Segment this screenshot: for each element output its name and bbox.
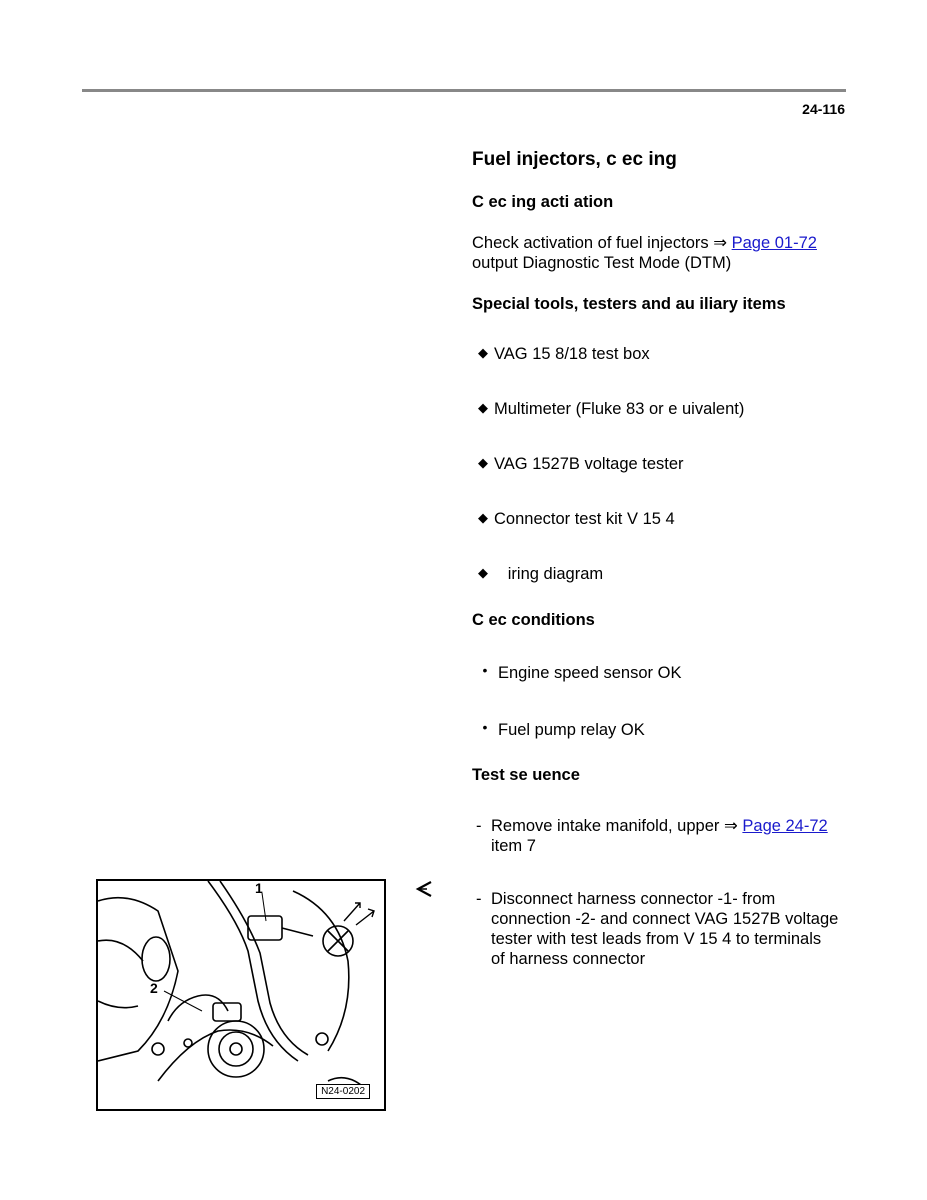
- step1-arrow-icon: ⇒: [723, 817, 738, 835]
- diamond-bullet-icon: ◆: [478, 455, 488, 470]
- intro-text: Check activation of fuel injectors: [472, 234, 714, 252]
- bullet-dot-icon: •: [482, 719, 488, 735]
- section-subtitle: C ec ing acti ation: [472, 193, 614, 211]
- intro-page-link[interactable]: Page 01-72: [731, 234, 817, 252]
- tool-item: ◆ Connector test kit V 15 4: [472, 510, 675, 529]
- intro-arrow-icon: ⇒: [713, 234, 728, 252]
- tool-item: ◆ iring diagram: [472, 565, 603, 584]
- tools-heading: Special tools, testers and au iliary items: [472, 295, 786, 313]
- harness-connector-figure: [96, 879, 386, 1111]
- figure-pointer-icon: [414, 880, 434, 898]
- condition-item: • Fuel pump relay OK: [472, 719, 645, 740]
- header-rule: [82, 89, 846, 92]
- step1-text: Remove intake manifold, upper: [491, 817, 724, 835]
- diamond-bullet-icon: ◆: [478, 510, 488, 525]
- tool-item: ◆ Multimeter (Fluke 83 or e uivalent): [472, 400, 744, 419]
- bullet-dot-icon: •: [482, 662, 488, 678]
- sequence-heading: Test se uence: [472, 766, 580, 784]
- tool-item: ◆ VAG 1527B voltage tester: [472, 455, 684, 474]
- step1-line-2: item 7: [491, 837, 536, 855]
- conditions-heading: C ec conditions: [472, 611, 595, 629]
- sequence-step-2: - Disconnect harness connector -1- from connection -2- and connect VAG 1527B voltage tester with test leads from V 15 4 to terminals of harness connector: [476, 890, 839, 968]
- callout-1: 1: [255, 881, 263, 896]
- sequence-step-1: - Remove intake manifold, upper ⇒ Page 24-72 item 7: [472, 816, 846, 856]
- diamond-bullet-icon: ◆: [478, 565, 488, 580]
- figure-label: N24-0202: [316, 1084, 370, 1099]
- section-title: Fuel injectors, c ec ing: [472, 149, 677, 170]
- step1-page-link[interactable]: Page 24-72: [742, 817, 828, 835]
- intro-paragraph: [472, 233, 846, 273]
- condition-item: • Engine speed sensor OK: [472, 662, 681, 683]
- diamond-bullet-icon: ◆: [478, 345, 488, 360]
- page-number: 24-116: [802, 101, 845, 117]
- tool-item: ◆ VAG 15 8/18 test box: [472, 345, 650, 364]
- diamond-bullet-icon: ◆: [478, 400, 488, 415]
- intro-line-2: output Diagnostic Test Mode (DTM): [472, 254, 732, 272]
- callout-2: 2: [150, 980, 158, 996]
- engine-line-drawing: [98, 881, 384, 1109]
